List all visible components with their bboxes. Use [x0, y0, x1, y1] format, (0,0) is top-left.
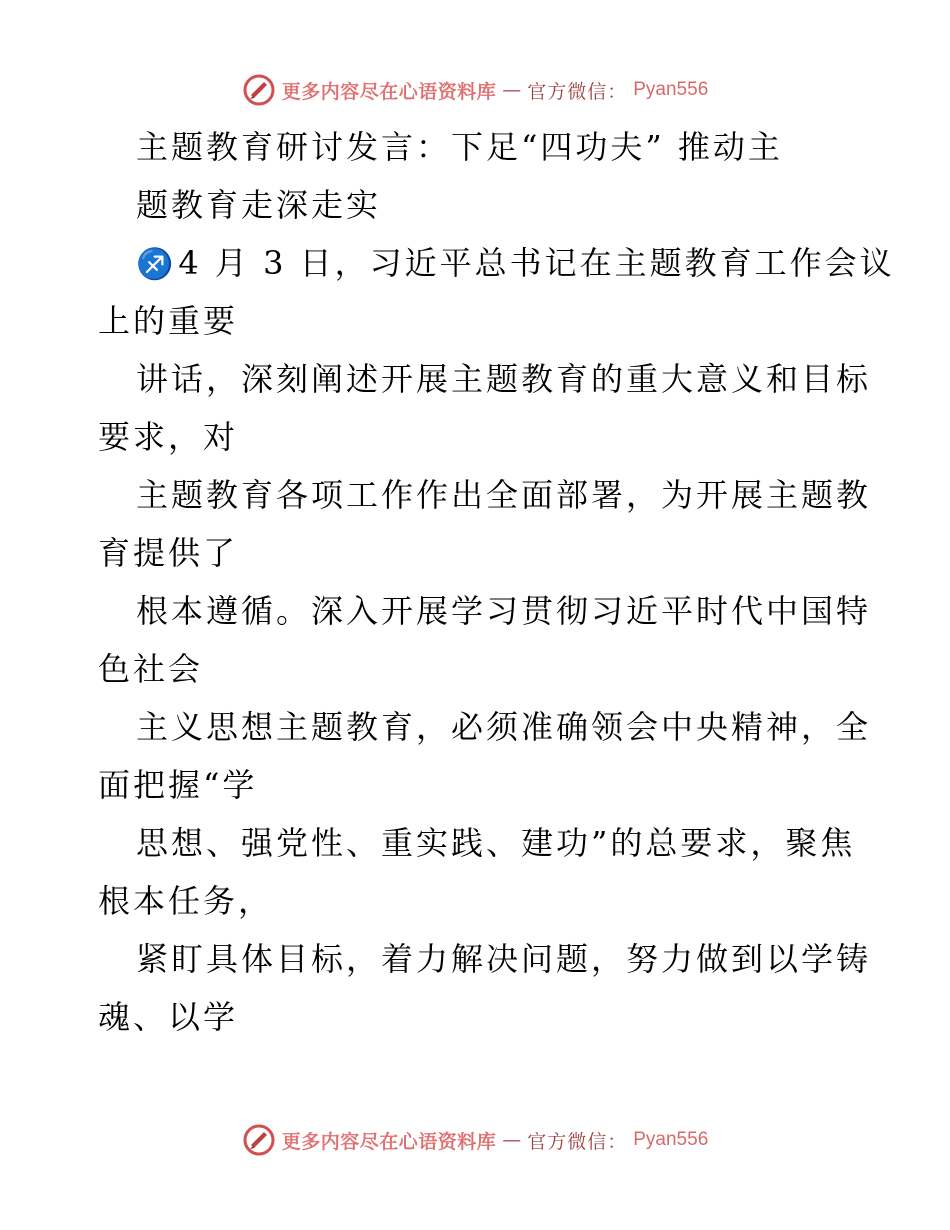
document-body [98, 118, 895, 1046]
watermark-account-id: Pyan556 [633, 1129, 709, 1150]
paragraph-line: 育提供了 [98, 534, 239, 572]
paragraph-line: 魂、以学 [98, 998, 239, 1036]
brand-logo-icon [242, 73, 276, 107]
paragraph-line: 思想、强党性、重实践、建功”的总要求，聚焦 [136, 824, 856, 862]
header-watermark [0, 70, 950, 110]
watermark-brand: 更多内容尽在心语资料库 [281, 80, 497, 103]
paragraph-line: 主题教育各项工作作出全面部署，为开展主题教 [136, 476, 872, 514]
watermark-separator: — [502, 1129, 522, 1151]
watermark-official-label: 官方微信： [527, 80, 628, 103]
paragraph-line: 根本遵循。深入开展学习贯彻习近平时代中国特 [136, 592, 872, 630]
paragraph-line: 上的重要 [98, 302, 239, 340]
document-title-line-1: 主题教育研讨发言：下足“四功夫” 推动主 [136, 128, 783, 166]
bullet-icon: ♐ [136, 247, 177, 282]
paragraph-line: 主义思想主题教育，必须准确领会中央精神，全 [136, 708, 872, 746]
watermark-official-label: 官方微信： [527, 1130, 628, 1153]
watermark-account-id: Pyan556 [633, 79, 709, 100]
watermark-separator: — [502, 79, 522, 101]
watermark-brand: 更多内容尽在心语资料库 [281, 1130, 497, 1153]
paragraph-line [98, 234, 895, 292]
document-title-line-2: 题教育走深走实 [136, 186, 382, 224]
paragraph-line: 要求，对 [98, 418, 239, 456]
paragraph-line: 色社会 [98, 650, 204, 688]
brand-logo-icon [242, 1123, 276, 1157]
paragraph-line-text: 4 月 3 日，习近平总书记在主题教育工作会议 [178, 244, 895, 282]
footer-watermark [0, 1120, 950, 1160]
paragraph-line: 紧盯具体目标，着力解决问题，努力做到以学铸 [136, 940, 872, 978]
paragraph-line: 面把握“学 [98, 766, 258, 804]
paragraph-line: 讲话，深刻阐述开展主题教育的重大意义和目标 [136, 360, 872, 398]
paragraph-line: 根本任务， [98, 882, 274, 920]
